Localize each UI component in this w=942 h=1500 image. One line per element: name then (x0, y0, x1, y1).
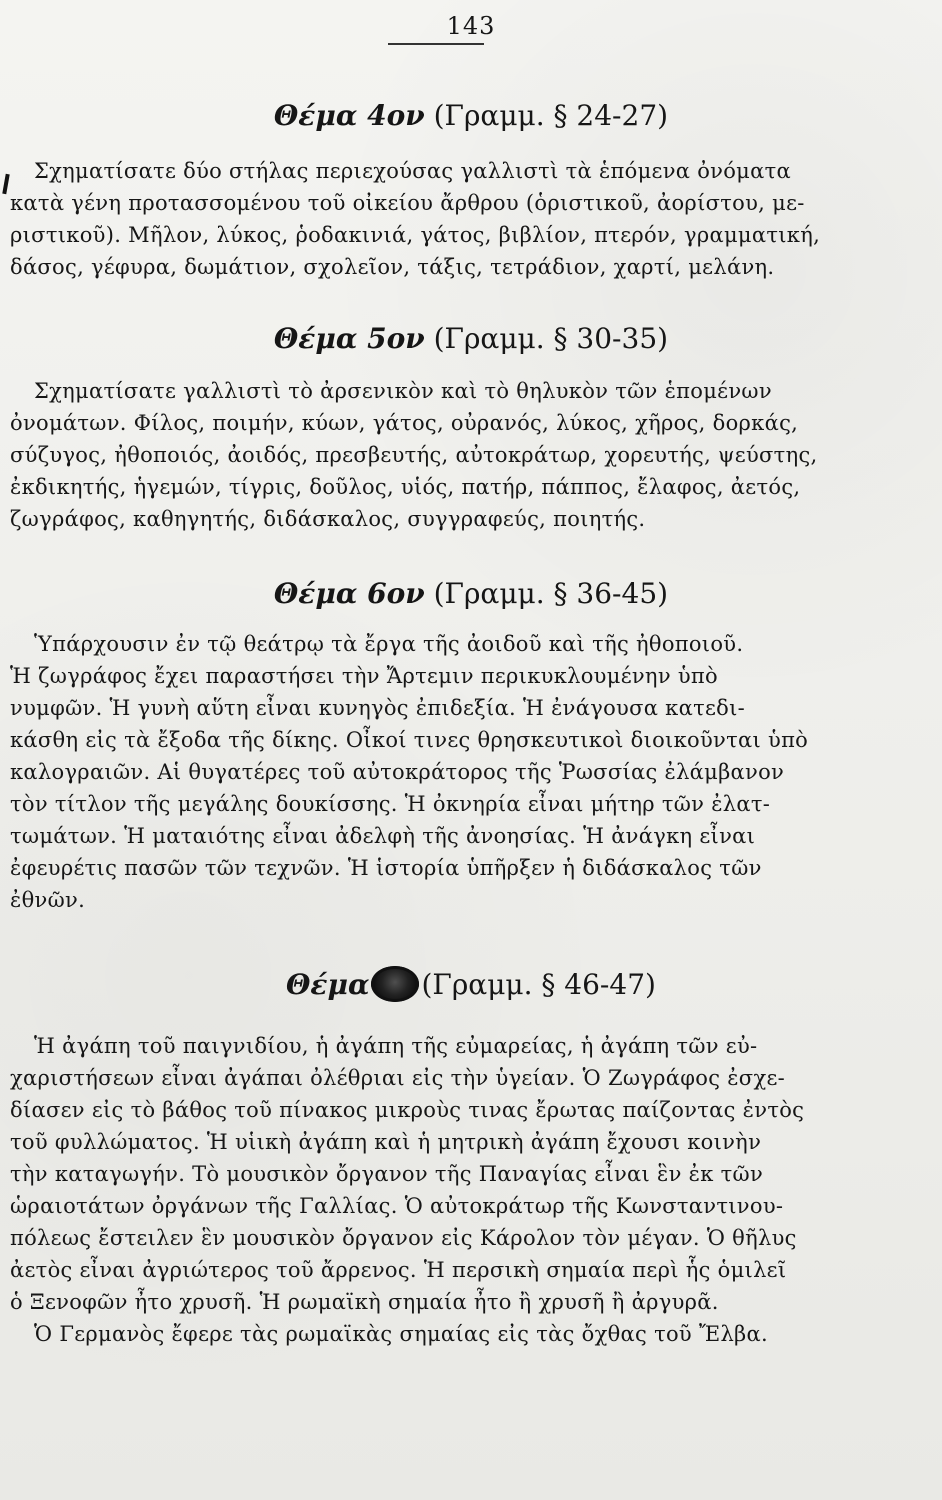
text-line: Σχηματίσατε γαλλιστὶ τὸ ἀρσενικὸν καὶ τὸ θηλυκὸν τῶν ἑπομένων (34, 379, 772, 403)
section-heading-reference: (Γραμμ. § 36-45) (433, 577, 669, 610)
text-line: Σχηματίσατε δύο στήλας περιεχούσας γαλλιστὶ τὰ ἑπόμενα ὀνόματα (34, 159, 792, 183)
section-heading-reference: (Γραμμ. § 24-27) (433, 99, 669, 132)
section-heading-6 (0, 578, 942, 610)
text-line: καλογραιῶν. Αἱ θυγατέρες τοῦ αὐτοκράτορος τῆς Ῥωσσίας ἐλάμβανον (10, 760, 785, 784)
text-line: ἐφευρέτις πασῶν τῶν τεχνῶν. Ἡ ἱστορία ὑπῆρξεν ἡ διδάσκαλος τῶν (10, 856, 762, 880)
text-line: Ὑπάρχουσιν ἐν τῷ θεάτρῳ τὰ ἔργα τῆς ἀοιδοῦ καὶ τῆς ἠθοποιοῦ. (34, 632, 744, 656)
section-body-7 (10, 1030, 860, 1350)
section-heading-4 (0, 100, 942, 132)
text-line: δίασεν εἰς τὸ βάθος τοῦ πίνακος μικροὺς τινας ἔρωτας παίζοντας ἐντὸς (10, 1098, 805, 1122)
ink-blot-icon (371, 966, 419, 1002)
text-line: Ἡ ἀγάπη τοῦ παιγνιδίου, ἡ ἀγάπη τῆς εὐμαρείας, ἡ ἀγάπη τῶν εὐ- (34, 1034, 758, 1058)
page-number-rule (388, 43, 484, 45)
section-heading-label: Θέμα 5ον (273, 322, 425, 355)
text-line: πόλεως ἔστειλεν ἓν μουσικὸν ὄργανον εἰς Κάρολον τὸν μέγαν. Ὁ θῆλυς (10, 1226, 797, 1250)
text-line: ριστικοῦ). Μῆλον, λύκος, ῥοδακινιά, γάτος, βιβλίον, πτερόν, γραμματική, (10, 223, 821, 247)
section-heading-label: Θέμα 6ον (273, 577, 425, 610)
text-line: τωμάτων. Ἡ ματαιότης εἶναι ἀδελφὴ τῆς ἀνοησίας. Ἡ ἀνάγκη εἶναι (10, 824, 756, 848)
text-line: ἀετὸς εἶναι ἀγριώτερος τοῦ ἄρρενος. Ἡ περσικὴ σημαία περὶ ἧς ὁμιλεῖ (10, 1258, 787, 1282)
text-line: κάσθη εἰς τὰ ἔξοδα τῆς δίκης. Οἶκοί τινες θρησκευτικοὶ διοικοῦνται ὑπὸ (10, 728, 809, 752)
text-line: χαριστήσεων εἶναι ἀγάπαι ὀλέθριαι εἰς τὴν ὑγείαν. Ὁ Ζωγράφος ἐσχε- (10, 1066, 786, 1090)
text-line: ὀνομάτων. Φίλος, ποιμήν, κύων, γάτος, οὐρανός, λύκος, χῆρος, δορκάς, (10, 411, 799, 435)
section-body-6 (10, 628, 860, 916)
section-heading-7 (0, 966, 942, 1002)
text-line: ζωγράφος, καθηγητής, διδάσκαλος, συγγραφεύς, ποιητής. (10, 507, 646, 531)
section-heading-reference: (Γραμμ. § 46-47) (421, 968, 656, 1001)
section-heading-label: Θέμα (286, 968, 370, 1001)
text-line: νυμφῶν. Ἡ γυνὴ αὕτη εἶναι κυνηγὸς ἐπιδεξία. Ἡ ἐνάγουσα κατεδι- (10, 696, 746, 720)
text-line: σύζυγος, ἠθοποιός, ἀοιδός, πρεσβευτής, αὐτοκράτωρ, χορευτής, ψεύστης, (10, 443, 818, 467)
text-line: Ἡ ζωγράφος ἔχει παραστήσει τὴν Ἄρτεμιν περικυκλουμένην ὑπὸ (10, 664, 718, 688)
text-line: ὁ Ξενοφῶν ἦτο χρυσῆ. Ἡ ρωμαϊκὴ σημαία ἦτο ἢ χρυσῆ ἢ ἀργυρᾶ. (10, 1290, 719, 1314)
section-body-5 (10, 375, 860, 535)
text-line: τοῦ φυλλώματος. Ἡ υἱικὴ ἀγάπη καὶ ἡ μητρικὴ ἀγάπη ἔχουσι κοινὴν (10, 1130, 762, 1154)
section-heading-label: Θέμα 4ον (273, 99, 425, 132)
text-line: Ὁ Γερμανὸς ἔφερε τὰς ρωμαϊκὰς σημαίας εἰς τὰς ὄχθας τοῦ Ἔλβα. (34, 1322, 768, 1346)
text-line: ἐκδικητής, ἡγεμών, τίγρις, δοῦλος, υἱός, πατήρ, πάππος, ἔλαφος, ἀετός, (10, 475, 801, 499)
text-line: τὸν τίτλον τῆς μεγάλης δουκίσσης. Ἡ ὀκνηρία εἶναι μήτηρ τῶν ἐλατ- (10, 792, 771, 816)
text-line: κατὰ γένη προτασσομένου τοῦ οἰκείου ἄρθρου (ὁριστικοῦ, ἀορίστου, με- (10, 191, 805, 215)
text-line: ἐθνῶν. (10, 888, 86, 912)
section-heading-5 (0, 323, 942, 355)
section-heading-reference: (Γραμμ. § 30-35) (433, 322, 669, 355)
page-number: 143 (446, 12, 496, 40)
text-line: τὴν καταγωγήν. Τὸ μουσικὸν ὄργανον τῆς Παναγίας εἶναι ἓν ἐκ τῶν (10, 1162, 764, 1186)
text-line: ὡραιοτάτων ὀργάνων τῆς Γαλλίας. Ὁ αὐτοκράτωρ τῆς Κωνσταντινου- (10, 1194, 784, 1218)
margin-mark (2, 174, 9, 194)
section-body-4 (10, 155, 860, 283)
text-line: δάσος, γέφυρα, δωμάτιον, σχολεῖον, τάξις, τετράδιον, χαρτί, μελάνη. (10, 255, 775, 279)
